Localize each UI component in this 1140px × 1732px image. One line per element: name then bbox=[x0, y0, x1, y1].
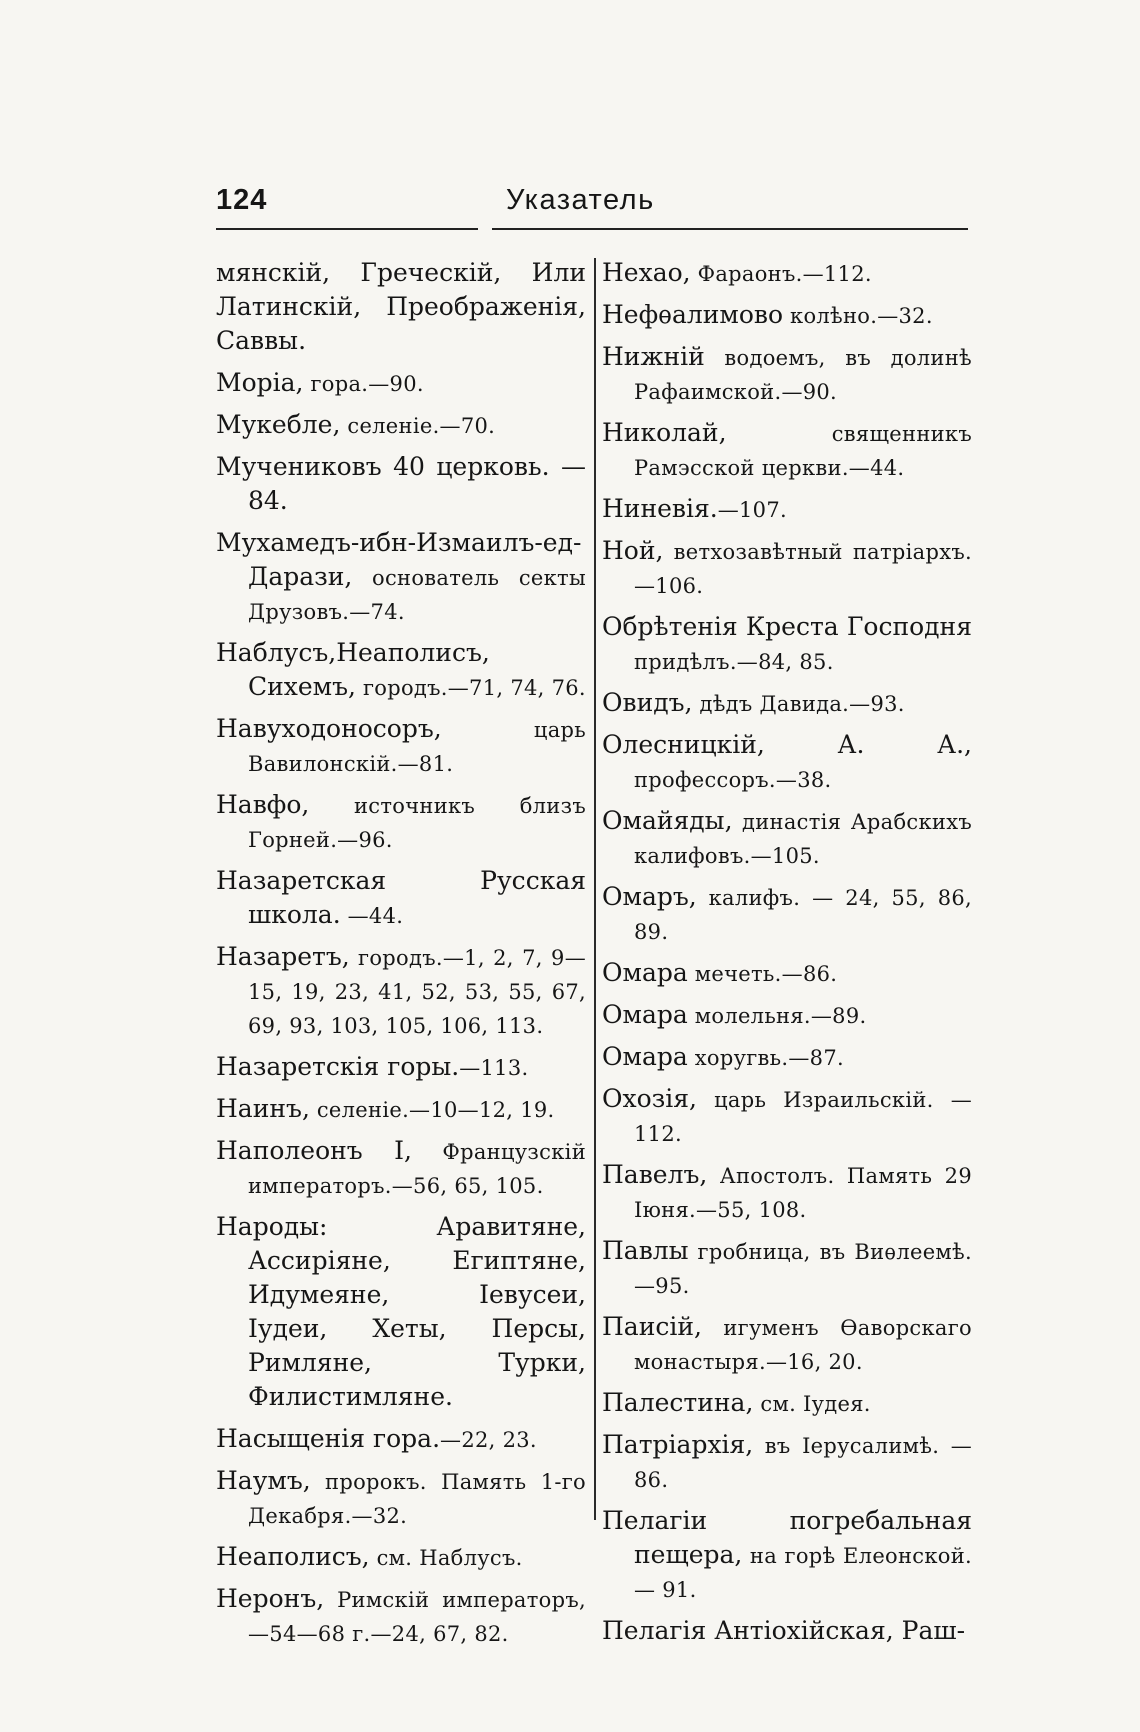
entry-head: Нижній bbox=[602, 342, 705, 371]
entry-rest: колѣно.—32. bbox=[783, 304, 933, 328]
entry-head: Патріархія, bbox=[602, 1430, 754, 1459]
index-entry bbox=[216, 366, 586, 401]
entry-rest: молельня.—89. bbox=[687, 1004, 867, 1028]
header-rule-right bbox=[492, 228, 968, 230]
entry-rest: царь Вавилонскій.—81. bbox=[248, 718, 586, 776]
entry-rest: источникъ близъ Горней.—96. bbox=[248, 794, 586, 852]
entry-head: Навфо, bbox=[216, 790, 310, 819]
entry-rest: мечеть.—86. bbox=[687, 962, 838, 986]
index-entry bbox=[216, 256, 586, 359]
index-entry bbox=[216, 1092, 586, 1127]
page-header bbox=[216, 184, 968, 228]
column-divider bbox=[594, 258, 596, 1520]
index-entry bbox=[216, 1464, 586, 1533]
index-column-right bbox=[602, 256, 972, 1656]
entry-rest: селеніе.—70. bbox=[340, 414, 496, 438]
index-entry bbox=[602, 1158, 972, 1227]
index-entry bbox=[602, 492, 972, 527]
entry-rest: священникъ Рамэсской церкви.—44. bbox=[634, 422, 972, 480]
header-rule-left bbox=[216, 228, 478, 230]
entry-rest: основатель секты Друзовъ.—74. bbox=[248, 566, 586, 624]
entry-rest: водоемъ, въ долинѣ Рафаимской.—90. bbox=[634, 346, 972, 404]
entry-rest: см. Іудея. bbox=[753, 1392, 871, 1416]
entry-head: Наумъ, bbox=[216, 1466, 311, 1495]
entry-head: Назаретскія горы. bbox=[216, 1052, 460, 1081]
entry-head: Наблусъ,Неаполисъ, Сихемъ, bbox=[216, 638, 490, 701]
entry-head: Народы: Аравитяне, Ассиріяне, Египтяне, Идумеяне, Іевусеи, Іудеи, Хеты, Персы, Римляне, Турки, Филистимляне. bbox=[216, 1212, 586, 1411]
entry-rest: пророкъ. Память 1-го Декабря.—32. bbox=[248, 1470, 586, 1528]
entry-rest: Фараонъ.—112. bbox=[690, 262, 872, 286]
entry-rest: —44. bbox=[340, 904, 404, 928]
index-entry bbox=[602, 1614, 972, 1649]
entry-head: Олесницкій, А. А., bbox=[602, 730, 972, 759]
entry-head: Неронъ, bbox=[216, 1584, 325, 1613]
entry-head: Ной, bbox=[602, 536, 664, 565]
entry-rest: селеніе.—10—12, 19. bbox=[309, 1098, 555, 1122]
index-entry bbox=[216, 940, 586, 1043]
entry-head: Омара bbox=[602, 958, 688, 987]
entry-head: Навуходоносоръ, bbox=[216, 714, 442, 743]
entry-head: Мухамедъ-ибн-Измаилъ-ед-Дарази, bbox=[216, 528, 582, 591]
index-entry bbox=[216, 864, 586, 933]
index-entry bbox=[216, 788, 586, 857]
index-entry bbox=[602, 340, 972, 409]
entry-rest: городъ.—71, 74, 76. bbox=[355, 676, 586, 700]
page-number: 124 bbox=[216, 184, 268, 216]
index-entry bbox=[216, 1210, 586, 1415]
index-entry bbox=[602, 686, 972, 721]
entry-head: Назаретъ, bbox=[216, 942, 350, 971]
entry-rest: гробница, въ Виѳлеемѣ.—95. bbox=[634, 1240, 972, 1298]
entry-rest: городъ.—1, 2, 7, 9—15, 19, 23, 41, 52, 53, 55, 67, 69, 93, 103, 105, 106, 113. bbox=[248, 946, 586, 1038]
entry-head: Нефѳалимово bbox=[602, 300, 784, 329]
entry-rest: игуменъ Ѳаворскаго монастыря.—16, 20. bbox=[634, 1316, 972, 1374]
index-entry bbox=[216, 636, 586, 705]
entry-head: Ниневія. bbox=[602, 494, 718, 523]
entry-rest: придѣлъ.—84, 85. bbox=[634, 650, 834, 674]
entry-rest: —22, 23. bbox=[440, 1428, 537, 1452]
entry-head: Нехао, bbox=[602, 258, 691, 287]
entry-head: Наполеонъ I, bbox=[216, 1136, 412, 1165]
entry-rest: —107. bbox=[717, 498, 787, 522]
entry-rest: калифъ. — 24, 55, 86, 89. bbox=[634, 886, 972, 944]
entry-head: Обрѣтенія Креста Господня bbox=[602, 612, 972, 641]
entry-rest: дѣдъ Давида.—93. bbox=[692, 692, 905, 716]
entry-rest: на горѣ Елеонской. — 91. bbox=[634, 1544, 972, 1602]
entry-head: Овидъ, bbox=[602, 688, 693, 717]
index-entry bbox=[602, 728, 972, 797]
running-title: Указатель bbox=[506, 184, 655, 216]
index-entry bbox=[216, 712, 586, 781]
entry-head: Насыщенія гора. bbox=[216, 1424, 441, 1453]
entry-head: Пелагія Антіохійская, Раш- bbox=[602, 1616, 966, 1645]
entry-head: Омаръ, bbox=[602, 882, 697, 911]
entry-head: Наинъ, bbox=[216, 1094, 310, 1123]
entry-head: Омара bbox=[602, 1042, 688, 1071]
entry-rest: Апостолъ. Память 29 Іюня.—55, 108. bbox=[634, 1164, 972, 1222]
index-entry bbox=[602, 1504, 972, 1607]
index-entry bbox=[602, 416, 972, 485]
entry-head: Пелагіи погребальная пещера, bbox=[602, 1506, 972, 1569]
entry-rest: профессоръ.—38. bbox=[634, 768, 832, 792]
entry-head: Павлы bbox=[602, 1236, 689, 1265]
index-entry bbox=[216, 526, 586, 629]
entry-rest: Французскій императоръ.—56, 65, 105. bbox=[248, 1140, 586, 1198]
entry-head: Неаполисъ, bbox=[216, 1542, 370, 1571]
index-entry bbox=[216, 1540, 586, 1575]
entry-head: Назаретская Русская школа. bbox=[216, 866, 586, 929]
index-entry bbox=[602, 1386, 972, 1421]
index-entry bbox=[602, 1428, 972, 1497]
entry-head: Павелъ, bbox=[602, 1160, 708, 1189]
entry-head: Николай, bbox=[602, 418, 727, 447]
index-column-left bbox=[216, 256, 586, 1658]
index-entry bbox=[216, 1050, 586, 1085]
index-entry bbox=[602, 956, 972, 991]
entry-head: Палестина, bbox=[602, 1388, 754, 1417]
entry-head: Паисій, bbox=[602, 1312, 702, 1341]
index-entry bbox=[602, 1234, 972, 1303]
index-entry bbox=[216, 408, 586, 443]
index-entry bbox=[602, 256, 972, 291]
entry-rest: хоругвь.—87. bbox=[687, 1046, 844, 1070]
index-entry bbox=[602, 1040, 972, 1075]
entry-head: Моріа, bbox=[216, 368, 304, 397]
index-entry bbox=[216, 1134, 586, 1203]
entry-rest: Римскій императоръ, —54—68 г.—24, 67, 82. bbox=[248, 1588, 586, 1646]
entry-head: Охозія, bbox=[602, 1084, 697, 1113]
entry-rest: гора.—90. bbox=[303, 372, 424, 396]
index-entry bbox=[602, 998, 972, 1033]
index-entry bbox=[602, 1082, 972, 1151]
entry-head: мянскій, Греческій, Или Латинскій, Преображенія, Саввы. bbox=[216, 258, 586, 355]
index-entry bbox=[602, 880, 972, 949]
index-entry bbox=[602, 534, 972, 603]
entry-head: Омайяды, bbox=[602, 806, 733, 835]
index-entry bbox=[602, 610, 972, 679]
entry-head: Омара bbox=[602, 1000, 688, 1029]
entry-rest: ветхозавѣтный патріархъ.—106. bbox=[634, 540, 972, 598]
entry-rest: династія Арабскихъ калифовъ.—105. bbox=[634, 810, 972, 868]
entry-head: Мучениковъ 40 церковь. — 84. bbox=[216, 452, 586, 515]
index-entry bbox=[216, 1582, 586, 1651]
entry-rest: см. Наблусъ. bbox=[369, 1546, 523, 1570]
entry-rest: въ Іерусалимѣ. —86. bbox=[634, 1434, 972, 1492]
entry-head: Мукебле, bbox=[216, 410, 341, 439]
index-entry bbox=[602, 1310, 972, 1379]
index-entry bbox=[216, 1422, 586, 1457]
entry-rest: —113. bbox=[459, 1056, 529, 1080]
entry-rest: царь Израильскій. — 112. bbox=[634, 1088, 972, 1146]
index-entry bbox=[216, 450, 586, 519]
index-entry bbox=[602, 804, 972, 873]
index-entry bbox=[602, 298, 972, 333]
